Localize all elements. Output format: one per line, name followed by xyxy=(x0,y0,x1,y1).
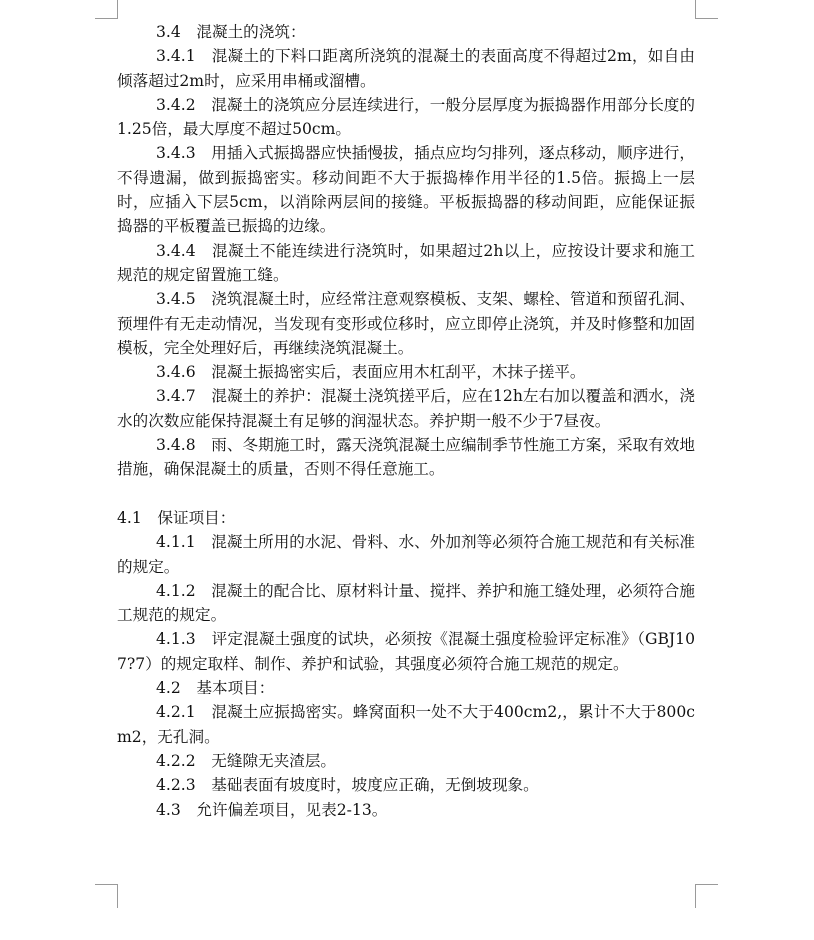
crop-mark-bottom-left xyxy=(95,884,118,885)
clause-paragraph: 3.4.3 用插入式振捣器应快插慢拔，插点应均匀排列，逐点移动，顺序进行，不得遗漏，做到振捣密实。移动间距不大于振捣棒作用半径的1.5倍。振捣上一层时，应插入下层5cm，以消除两层间的接缝。平板振捣器的移动间距，应能保证振捣器的平板覆盖已振捣的边缘。 xyxy=(117,144,695,236)
crop-mark-top-right xyxy=(695,18,718,19)
section-heading: 4.1 保证项目： xyxy=(117,508,236,527)
clause-paragraph: 3.4.7 混凝土的养护：混凝土浇筑搓平后，应在12h左右加以覆盖和洒水，浇水的次数应能保持混凝土有足够的润湿状态。养护期一般不少于7昼夜。 xyxy=(117,387,695,430)
crop-mark-top-right xyxy=(695,0,696,18)
crop-mark-bottom-right xyxy=(695,884,696,908)
clause-paragraph: 3.4.5 浇筑混凝土时，应经常注意观察模板、支架、螺栓、管道和预留孔洞、预埋件有无走动情况，当发现有变形或位移时，应立即停止浇筑，并及时修整和加固模板，完全处理好后，再继续浇筑混凝土。 xyxy=(117,290,695,357)
clause-paragraph: 3.4.2 混凝土的浇筑应分层连续进行，一般分层厚度为振捣器作用部分长度的1.25倍，最大厚度不超过50cm。 xyxy=(117,95,695,139)
crop-mark-bottom-left xyxy=(117,884,118,908)
section-heading: 4.2 基本项目： xyxy=(156,679,275,698)
clause-paragraph: 3.4.4 混凝土不能连续进行浇筑时，如果超过2h以上，应按设计要求和施工规范的规定留置施工缝。 xyxy=(117,241,695,284)
clause-paragraph: 4.2.1 混凝土应振捣密实。蜂窝面积一处不大于400cm2,，累计不大于800cm2，无孔洞。 xyxy=(117,703,695,746)
blank-line xyxy=(117,482,695,506)
section-heading: 3.4 混凝土的浇筑： xyxy=(156,23,306,41)
clause-paragraph: 4.1.1 混凝土所用的水泥、骨料、水、外加剂等必须符合施工规范和有关标准的规定。 xyxy=(117,533,695,576)
clause-paragraph: 3.4.6 混凝土振捣密实后，表面应用木杠刮平，木抹子搓平。 xyxy=(156,363,586,382)
section-heading: 4.3 允许偏差项目，见表2-13。 xyxy=(156,800,388,819)
clause-paragraph: 3.4.8 雨、冬期施工时，露天浇筑混凝土应编制季节性施工方案，采取有效地措施，确保混凝土的质量，否则不得任意施工。 xyxy=(117,436,695,479)
clause-paragraph: 3.4.1 混凝土的下料口距离所浇筑的混凝土的表面高度不得超过2m，如自由倾落超过2m时，应采用串桶或溜槽。 xyxy=(117,47,695,90)
clause-paragraph: 4.2.3 基础表面有坡度时，坡度应正确，无倒坡现象。 xyxy=(156,776,539,795)
document-body[interactable] xyxy=(117,20,695,822)
clause-paragraph: 4.2.2 无缝隙无夹渣层。 xyxy=(156,751,337,770)
crop-mark-top-left xyxy=(95,18,118,19)
clause-paragraph: 4.1.2 混凝土的配合比、原材料计量、搅拌、养护和施工缝处理，必须符合施工规范的规定。 xyxy=(117,581,695,625)
clause-paragraph: 4.1.3 评定混凝土强度的试块，必须按《混凝土强度检验评定标准》（GBJ107?7）的规定取样、制作、养护和试验，其强度必须符合施工规范的规定。 xyxy=(117,630,695,673)
crop-mark-bottom-right xyxy=(695,884,718,885)
crop-mark-top-left xyxy=(117,0,118,18)
